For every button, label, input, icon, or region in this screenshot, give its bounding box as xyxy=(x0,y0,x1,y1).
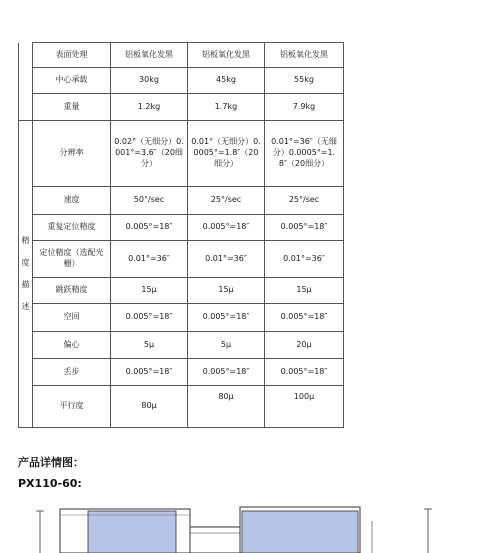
spec-label: 重量 xyxy=(33,94,111,121)
table-row xyxy=(19,332,344,359)
spec-value: 0.01°=36″ xyxy=(111,241,188,278)
spec-value: 0.01°（无细分）0.0005°=1.8″（20细分） xyxy=(188,121,265,187)
table-row xyxy=(19,241,344,278)
spec-value: 0.005°=18″ xyxy=(188,215,265,241)
product-drawing xyxy=(0,497,480,553)
spec-label: 空回 xyxy=(33,304,111,332)
spec-label: 偏心 xyxy=(33,332,111,359)
spec-value: 7.9kg xyxy=(265,94,344,121)
spec-value: 15μ xyxy=(265,278,344,304)
table-row xyxy=(19,187,344,215)
table-row xyxy=(19,43,344,68)
spec-value: 0.01°=36″ xyxy=(265,241,344,278)
spec-value: 铝板氧化发黑 xyxy=(265,43,344,68)
table-row xyxy=(19,359,344,386)
spec-value: 1.7kg xyxy=(188,94,265,121)
spec-value: 80μ xyxy=(111,386,188,428)
coupler xyxy=(190,527,240,553)
model-heading: PX110-60: xyxy=(18,477,82,490)
group-char: 述 xyxy=(21,302,30,311)
spec-value: 30kg xyxy=(111,68,188,94)
table-row xyxy=(19,386,344,428)
group-char: 描 xyxy=(21,280,30,289)
group-char: 度 xyxy=(21,258,30,267)
spec-value: 5μ xyxy=(188,332,265,359)
spec-value: 5μ xyxy=(111,332,188,359)
table-row xyxy=(19,94,344,121)
spec-value: 0.005°=18″ xyxy=(265,304,344,332)
spec-table xyxy=(18,42,344,428)
group-char: 精 xyxy=(21,236,30,245)
spec-value: 25°/sec xyxy=(265,187,344,215)
spec-value: 25°/sec xyxy=(188,187,265,215)
spec-label: 分辨率 xyxy=(33,121,111,187)
rotary-stage-left-fill xyxy=(88,511,176,553)
precision-group-label xyxy=(19,121,33,428)
spec-value: 45kg xyxy=(188,68,265,94)
spec-value: 15μ xyxy=(111,278,188,304)
spec-value: 0.005°=18″ xyxy=(111,359,188,386)
spec-value: 20μ xyxy=(265,332,344,359)
spec-value: 铝板氧化发黑 xyxy=(111,43,188,68)
spec-value: 0.01°=36″ xyxy=(188,241,265,278)
spec-value: 100μ xyxy=(265,386,344,428)
spec-value: 0.005°=18″ xyxy=(188,304,265,332)
section-heading: 产品详情图： xyxy=(18,456,84,469)
spec-value: 0.005°=18″ xyxy=(111,215,188,241)
spec-label: 表面处理 xyxy=(33,43,111,68)
spec-label: 中心承载 xyxy=(33,68,111,94)
spec-value: 0.01°=36″（无细分）0.0005°=1.8″（20细分） xyxy=(265,121,344,187)
table-row xyxy=(19,121,344,187)
table-row xyxy=(19,278,344,304)
spec-label: 平行度 xyxy=(33,386,111,428)
spec-value: 0.005°=18″ xyxy=(111,304,188,332)
rotary-stage-right-fill xyxy=(242,511,358,553)
table-row xyxy=(19,304,344,332)
spec-label: 速度 xyxy=(33,187,111,215)
spec-label: 重复定位精度 xyxy=(33,215,111,241)
spec-value: 0.005°=18″ xyxy=(265,215,344,241)
spec-value: 1.2kg xyxy=(111,94,188,121)
spec-value: 0.005°=18″ xyxy=(188,359,265,386)
spec-value: 0.02°（无细分）0.001°=3.6″（20细分） xyxy=(111,121,188,187)
spec-label: 定位精度（选配光栅） xyxy=(33,241,111,278)
spec-label: 丢步 xyxy=(33,359,111,386)
group-spacer xyxy=(19,43,33,121)
spec-value: 55kg xyxy=(265,68,344,94)
table-row xyxy=(19,215,344,241)
spec-value: 80μ xyxy=(188,386,265,428)
table-row xyxy=(19,68,344,94)
spec-value: 铝板氧化发黑 xyxy=(188,43,265,68)
spec-label: 跳跃精度 xyxy=(33,278,111,304)
spec-value: 0.005°=18″ xyxy=(265,359,344,386)
spec-value: 15μ xyxy=(188,278,265,304)
spec-value: 50°/sec xyxy=(111,187,188,215)
